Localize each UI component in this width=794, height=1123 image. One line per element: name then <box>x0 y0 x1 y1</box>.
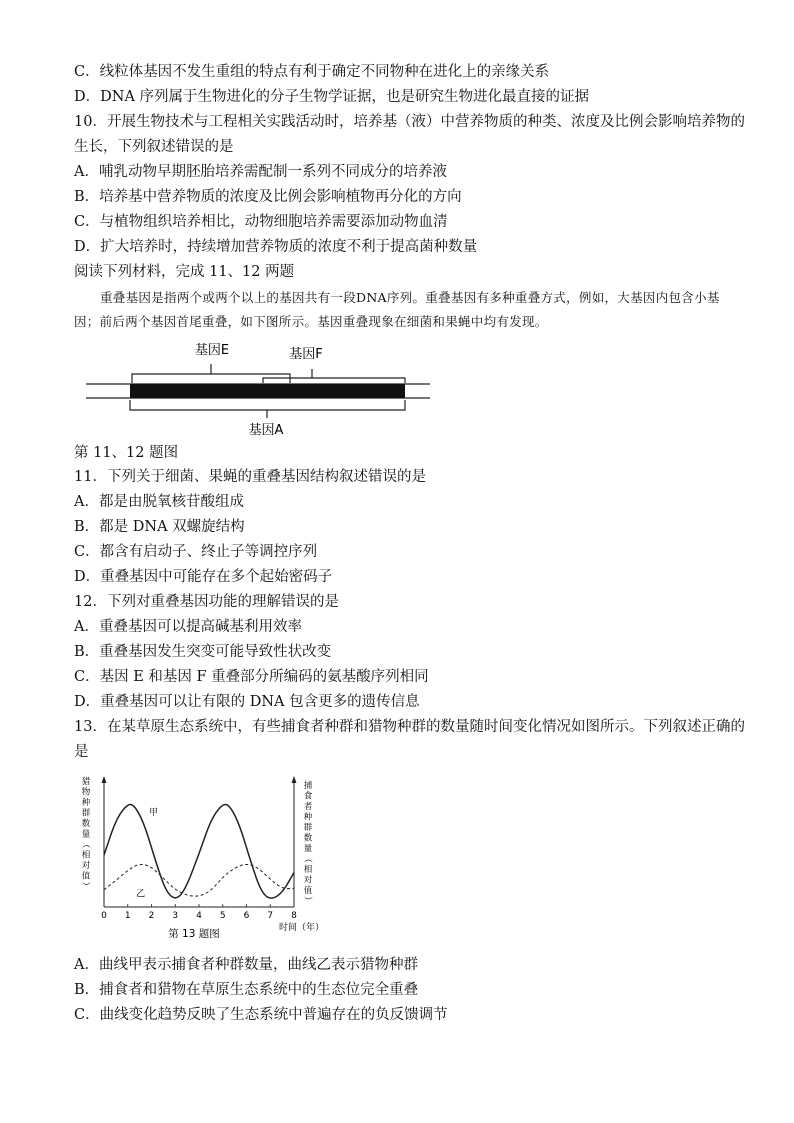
svg-text:（: （ <box>302 854 312 863</box>
reading-instruction: 阅读下列材料，完成 11、12 两题 <box>74 264 295 280</box>
option-12c: C．基因 E 和基因 F 重叠部分所编码的氨基酸序列相同 <box>74 669 429 685</box>
question-10-stem-cont: 生长，下列叙述错误的是 <box>74 139 234 155</box>
option-10a: A．哺乳动物早期胚胎培养需配制一系列不同成分的培养液 <box>74 164 447 180</box>
svg-text:量: 量 <box>303 844 313 854</box>
option-12d: D．重叠基因可以让有限的 DNA 包含更多的遗传信息 <box>74 694 420 710</box>
svg-text:量: 量 <box>81 829 91 840</box>
option-13b: B．捕食者和猎物在草原生态系统中的生态位完全重叠 <box>74 982 419 998</box>
gene-a-bar <box>130 384 405 398</box>
svg-text:对: 对 <box>81 861 91 871</box>
svg-text:数: 数 <box>81 819 91 829</box>
svg-text:群: 群 <box>81 808 91 819</box>
right-axis-arrow <box>292 776 297 783</box>
option-10c: C．与植物组织培养相比，动物细胞培养需要添加动物血清 <box>74 214 448 230</box>
series-label-yi: 乙 <box>136 889 146 900</box>
question-13-stem-cont: 是 <box>74 744 89 760</box>
x-tick-label: 4 <box>196 911 202 921</box>
svg-text:值: 值 <box>303 886 313 896</box>
gene-f-bracket <box>263 378 405 383</box>
x-tick-label: 3 <box>172 911 179 921</box>
question-13-stem: 13．在某草原生态系统中，有些捕食者种群和猎物种群的数量随时间变化情况如图所示。下列叙述正确的 <box>74 719 745 735</box>
svg-text:群: 群 <box>303 823 313 833</box>
option-13a: A．曲线甲表示捕食者种群数量，曲线乙表示猎物种群 <box>74 957 418 973</box>
gene-e-label: 基因E <box>194 343 230 358</box>
option-9d: D．DNA 序列属于生物进化的分子生物学证据，也是研究生物进化最直接的证据 <box>74 89 590 105</box>
series-label-jia: 甲 <box>149 808 159 818</box>
svg-text:种: 种 <box>303 812 313 823</box>
svg-text:种: 种 <box>81 798 91 808</box>
gene-f-label: 基因F <box>289 347 323 362</box>
gene-figure-caption: 第 11、12 题图 <box>74 445 179 461</box>
svg-text:食: 食 <box>303 791 313 802</box>
question-12-stem: 12．下列对重叠基因功能的理解错误的是 <box>74 594 339 610</box>
gene-a-label: 基因A <box>248 423 284 438</box>
svg-text:对: 对 <box>303 875 313 886</box>
svg-text:猎: 猎 <box>81 777 91 787</box>
question-11-stem: 11．下列关于细菌、果蝇的重叠基因结构叙述错误的是 <box>74 469 426 485</box>
option-12a: A．重叠基因可以提高碱基利用效率 <box>74 619 302 635</box>
svg-text:相: 相 <box>81 850 91 861</box>
svg-text:捕: 捕 <box>303 781 313 791</box>
svg-text:）: ） <box>80 881 90 891</box>
svg-text:值: 值 <box>81 871 91 882</box>
left-axis-arrow <box>102 776 107 783</box>
right-y-axis-label <box>302 780 313 905</box>
svg-text:相: 相 <box>303 865 313 875</box>
option-10b: B．培养基中营养物质的浓度及比例会影响植物再分化的方向 <box>74 189 462 205</box>
chart-caption: 第 13 题图 <box>168 928 220 940</box>
reading-passage: 重叠基因是指两个或两个以上的基因共有一段DNA序列。重叠基因有多种重叠方式，例如，大基因内包含小基因；前后两个基因首尾重叠，如下图所示。基因重叠现象在细菌和果蝇中均有发现。 <box>74 290 720 329</box>
x-axis-label: 时间（年） <box>279 923 325 933</box>
svg-text:（: （ <box>80 839 90 849</box>
option-10d: D．扩大培养时，持续增加营养物质的浓度不利于提高菌种数量 <box>74 239 478 255</box>
x-tick-label: 8 <box>291 911 297 921</box>
series-line-yi <box>104 864 294 896</box>
option-13c: C．曲线变化趋势反映了生态系统中普遍存在的负反馈调节 <box>74 1007 448 1023</box>
x-tick-label: 5 <box>219 911 226 921</box>
overlap-gene-figure <box>80 338 440 440</box>
option-11b: B．都是 DNA 双螺旋结构 <box>74 519 245 535</box>
x-tick-label: 7 <box>267 911 274 921</box>
x-tick-label: 0 <box>101 911 107 921</box>
x-tick-label: 2 <box>148 911 155 921</box>
x-tick-label: 6 <box>243 911 250 921</box>
option-11a: A．都是由脱氧核苷酸组成 <box>74 494 244 510</box>
svg-text:物: 物 <box>81 787 91 798</box>
predator-prey-chart <box>74 770 334 948</box>
option-12b: B．重叠基因发生突变可能导致性状改变 <box>74 644 332 660</box>
series-line-jia <box>104 805 294 899</box>
svg-text:）: ） <box>302 896 312 905</box>
option-11c: C．都含有启动子、终止子等调控序列 <box>74 544 318 560</box>
option-11d: D．重叠基因中可能存在多个起始密码子 <box>74 569 333 585</box>
option-9c: C．线粒体基因不发生重组的特点有利于确定不同物种在进化上的亲缘关系 <box>74 64 550 80</box>
svg-text:数: 数 <box>303 833 313 844</box>
question-10-stem: 10．开展生物技术与工程相关实践活动时，培养基（液）中营养物质的种类、浓度及比例会影响培养物的 <box>74 114 745 130</box>
svg-text:者: 者 <box>303 802 313 812</box>
gene-a-bracket <box>130 400 405 410</box>
x-tick-label: 1 <box>124 911 131 921</box>
left-y-axis-label <box>80 776 91 890</box>
